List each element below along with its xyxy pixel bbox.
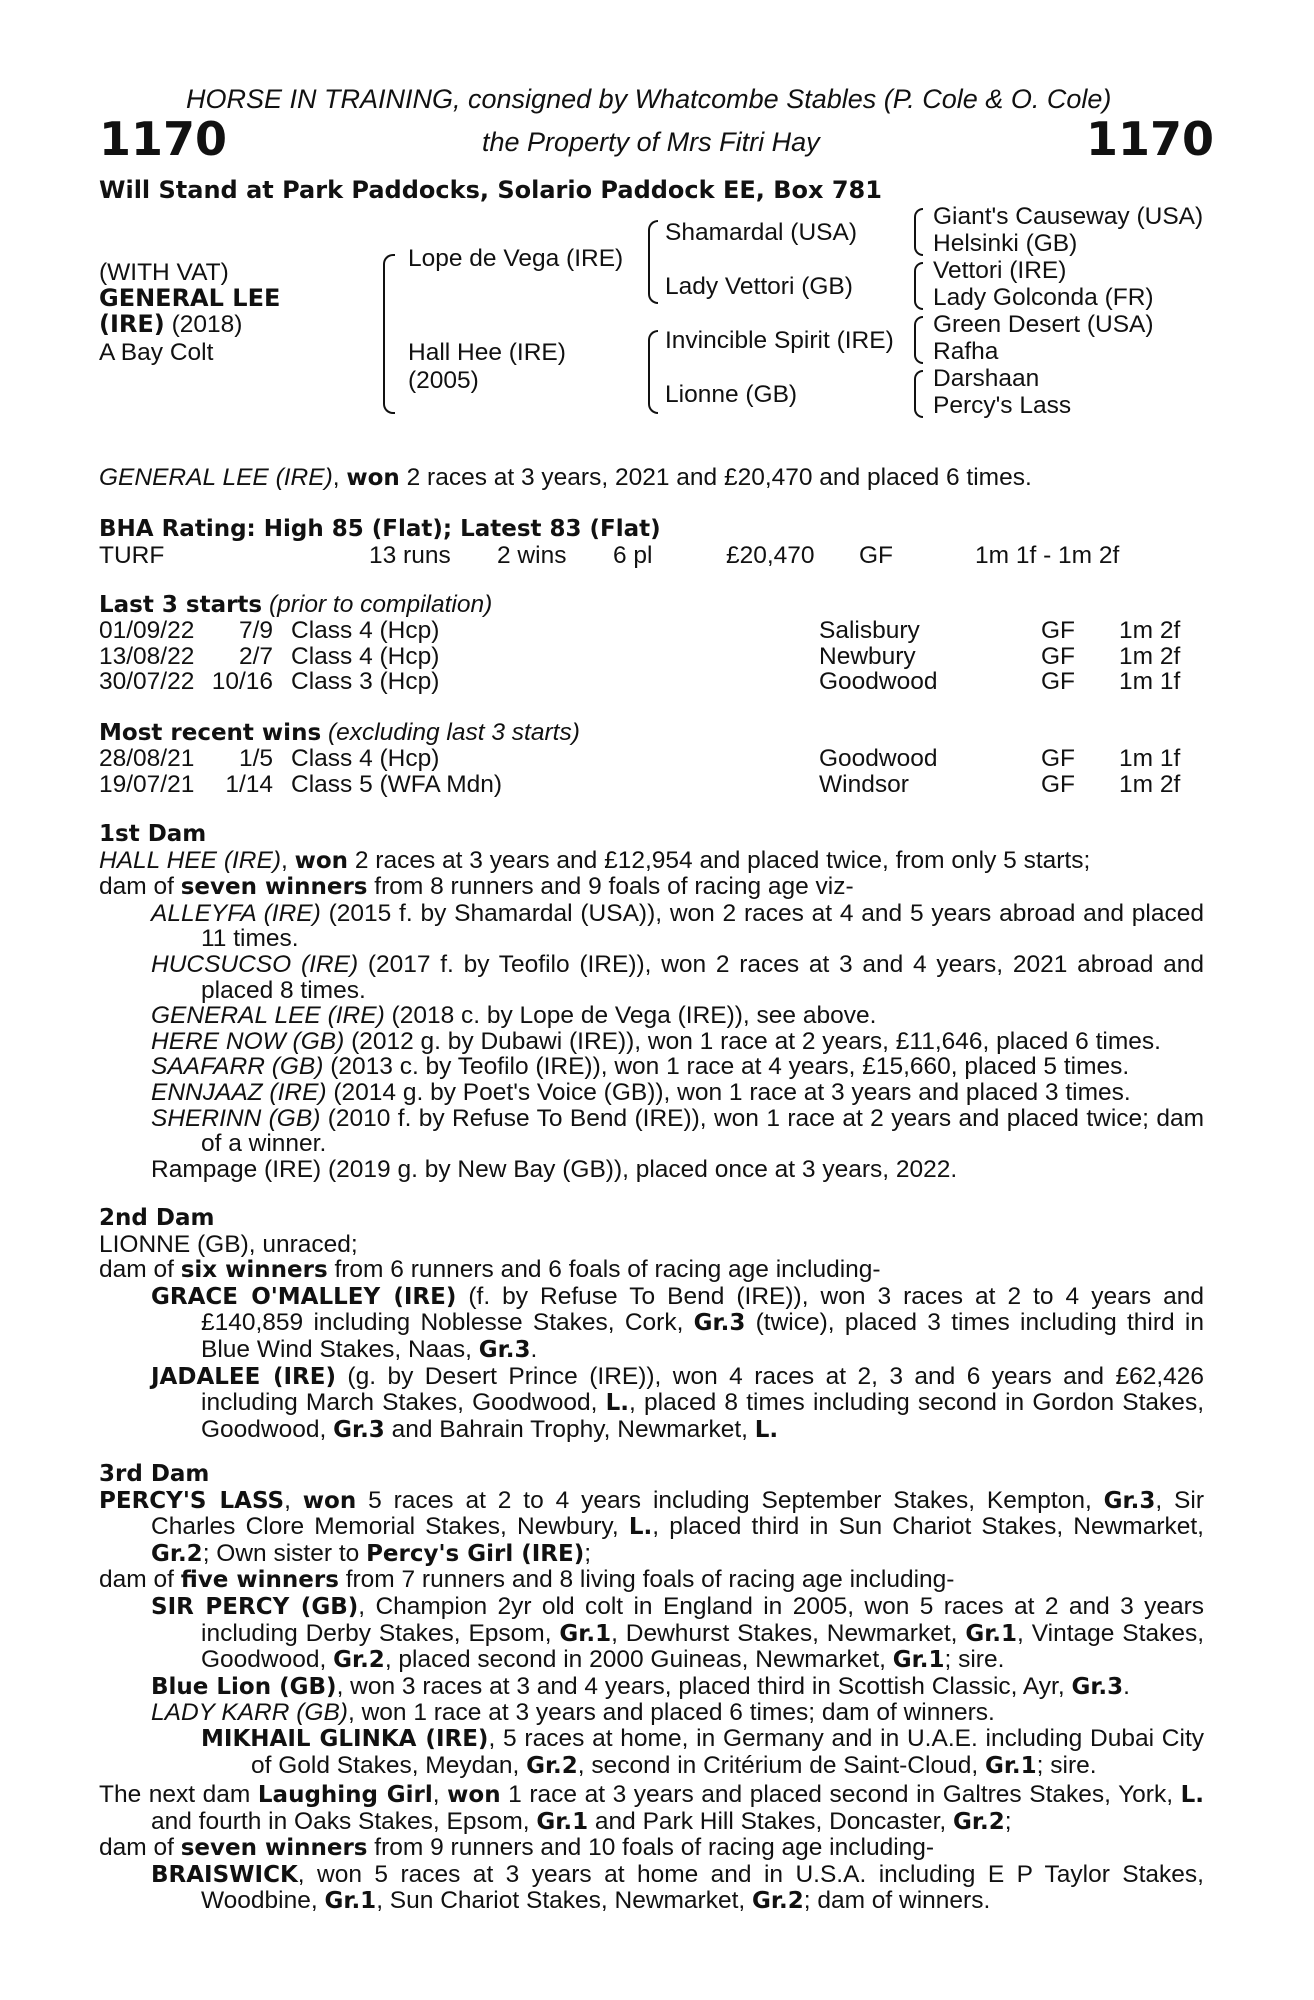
cell-pos: 2/7	[238, 642, 273, 670]
table-row	[99, 668, 1219, 694]
table-row	[99, 643, 1219, 669]
first-dam-heading: 1st Dam	[99, 821, 207, 847]
consignor-line: HORSE IN TRAINING, consigned by Whatcombe Stables (P. Cole & O. Cole)	[186, 84, 1112, 114]
horse-name-suffix: (IRE) (2018)	[99, 310, 243, 338]
pedigree-g1: Giant's Causeway (USA)	[933, 203, 1204, 230]
list-item: SAAFARR (GB) (2013 c. by Teofilo (IRE)), won 1 race at 4 years, £15,660, placed 5 times.	[151, 1053, 1130, 1081]
pedigree-g8: Percy's Lass	[933, 392, 1072, 419]
cell-course: Windsor	[819, 770, 909, 798]
pedigree-g5: Green Desert (USA)	[933, 311, 1154, 338]
property-line: the Property of Mrs Fitri Hay	[482, 127, 820, 157]
cell-going: GF	[1041, 668, 1076, 696]
first-dam-intro: HALL HEE (IRE), won 2 races at 3 years and £12,954 and placed twice, from only 5 starts;	[99, 846, 1091, 874]
list-item: HERE NOW (GB) (2012 g. by Dubawi (IRE)), won 1 race at 2 years, £11,646, placed 6 times.	[151, 1027, 1161, 1055]
list-item: GRACE O'MALLEY (IRE) (f. by Refuse To Bend (IRE)), won 3 races at 2 to 4 years and £140,859 including Noblesse Stakes, Cork, Gr.3 (twice), placed 3 times including third in Blue Wind Stakes, Naas, Gr.3.	[151, 1282, 1205, 1363]
next-dam-produce: dam of seven winners from 9 runners and 10 foals of racing age including-	[99, 1834, 935, 1862]
dam-sire: Invincible Spirit (IRE)	[665, 327, 894, 354]
list-item: LADY KARR (GB), won 1 race at 3 years and placed 6 times; dam of winners.	[151, 1699, 995, 1727]
dam-name: Hall Hee (IRE)	[408, 339, 566, 366]
cell-race: Class 4 (Hcp)	[291, 745, 440, 772]
cell-pos: 7/9	[238, 617, 273, 644]
turf-record: TURF 13 runs 2 wins 6 pl £20,470 GF 1m 1f - 1m 2f	[99, 542, 1120, 569]
cell-pos: 1/14	[225, 770, 273, 798]
list-item: JADALEE (IRE) (g. by Desert Prince (IRE)), won 4 races at 2, 3 and 6 years and £62,426 including March Stakes, Goodwood, L., placed 8 times including second in Gordon Stakes, Goodwood, Gr.3 and Bahrain Trophy, Newmarket, L.	[151, 1362, 1205, 1443]
cell-race: Class 4 (Hcp)	[291, 642, 440, 670]
brace-g2	[914, 262, 923, 310]
brace-g3	[914, 316, 923, 364]
cell-date: 01/09/22	[99, 617, 195, 644]
second-dam-produce: dam of six winners from 6 runners and 6 foals of racing age including-	[99, 1256, 881, 1284]
list-item: GENERAL LEE (IRE) (2018 c. by Lope de Vega (IRE)), see above.	[151, 1002, 877, 1030]
cell-pos: 1/5	[238, 745, 273, 772]
table-row	[99, 617, 1219, 643]
brace-sire	[648, 220, 658, 304]
brace-dam	[648, 330, 658, 414]
stand-line: Will Stand at Park Paddocks, Solario Paddock EE, Box 781	[99, 176, 882, 204]
list-item: HUCSUCSO (IRE) (2017 f. by Teofilo (IRE)), won 2 races at 3 and 4 years, 2021 abroad and placed 8 times.	[151, 950, 1204, 1004]
brace-parents	[383, 254, 395, 414]
sire-name: Lope de Vega (IRE)	[408, 245, 624, 272]
next-dam-section	[99, 1782, 1204, 1915]
sire-sire: Shamardal (USA)	[665, 219, 857, 246]
cell-dist: 1m 1f	[1119, 668, 1181, 696]
pedigree-g4: Lady Golconda (FR)	[933, 284, 1154, 311]
third-dam-heading: 3rd Dam	[99, 1461, 210, 1487]
table-row	[99, 771, 1219, 797]
sire-dam: Lady Vettori (GB)	[665, 273, 853, 300]
next-dam-intro: The next dam Laughing Girl, won 1 race at 3 years and placed second in Galtres Stakes, York, L. and fourth in Oaks Stakes, Epsom, Gr.1 and Park Hill Stakes, Doncaster, Gr.2;	[99, 1781, 1204, 1835]
cell-race: Class 5 (WFA Mdn)	[291, 770, 503, 798]
horse-name: GENERAL LEE	[99, 284, 281, 312]
pedigree-g2: Helsinki (GB)	[933, 230, 1078, 257]
list-item: SIR PERCY (GB), Champion 2yr old colt in England in 2005, won 5 races at 2 and 3 years including Derby Stakes, Epsom, Gr.1, Dewhurst Stakes, Newmarket, Gr.1, Vintage Stakes, Goodwood, Gr.2, placed second in 2000 Guineas, Newmarket, Gr.1; sire.	[151, 1592, 1205, 1674]
cell-date: 30/07/22	[99, 668, 195, 696]
dam-year: (2005)	[408, 367, 479, 394]
brace-g4	[914, 370, 923, 418]
race-summary: GENERAL LEE (IRE), won 2 races at 3 years, 2021 and £20,470 and placed 6 times.	[99, 464, 1032, 491]
cell-course: Goodwood	[819, 745, 938, 772]
pedigree-g7: Darshaan	[933, 365, 1040, 392]
cell-going: GF	[1041, 770, 1076, 798]
first-dam-offspring	[99, 901, 1204, 1183]
list-item: ALLEYFA (IRE) (2015 f. by Shamardal (USA)), won 2 races at 4 and 5 years abroad and placed 11 times.	[151, 899, 1205, 953]
second-dam-intro: LIONNE (GB), unraced;	[99, 1230, 358, 1258]
list-item: SHERINN (GB) (2010 f. by Refuse To Bend (IRE)), won 1 race at 2 years and placed twice; dam of a winner.	[151, 1104, 1204, 1158]
cell-course: Newbury	[819, 642, 916, 670]
lot-number-left: 1170	[99, 112, 228, 166]
cell-course: Goodwood	[819, 668, 938, 696]
first-dam-section	[99, 822, 1204, 1182]
cell-date: 28/08/21	[99, 745, 195, 772]
cell-race: Class 3 (Hcp)	[291, 668, 440, 696]
brace-g1	[914, 208, 923, 256]
cell-date: 19/07/21	[99, 770, 195, 798]
pedigree-g3: Vettori (IRE)	[933, 257, 1067, 284]
list-item: BRAISWICK, won 5 races at 3 years at home and in U.S.A. including E P Taylor Stakes, Woodbine, Gr.1, Sun Chariot Stakes, Newmarket, Gr.2; dam of winners.	[151, 1860, 1204, 1915]
cell-race: Class 4 (Hcp)	[291, 617, 440, 644]
cell-dist: 1m 1f	[1119, 745, 1181, 772]
third-dam-intro: PERCY'S LASS, won 5 races at 2 to 4 years including September Stakes, Kempton, Gr.3, Sir Charles Clore Memorial Stakes, Newbury, L., placed third in Sun Chariot Stakes, Newmarket, Gr.2; Own sister to Percy's Girl (IRE);	[99, 1486, 1204, 1567]
bha-rating: BHA Rating: High 85 (Flat); Latest 83 (Flat)	[99, 516, 661, 542]
last-starts-heading: Last 3 starts (prior to compilation)	[99, 591, 493, 618]
second-dam-section	[99, 1206, 1204, 1443]
first-dam-produce: dam of seven winners from 8 runners and 9 foals of racing age viz-	[99, 873, 854, 901]
cell-going: GF	[1041, 745, 1076, 772]
horse-description: A Bay Colt	[99, 339, 214, 366]
recent-wins-heading: Most recent wins (excluding last 3 starts)	[99, 719, 580, 746]
cell-course: Salisbury	[819, 617, 920, 644]
dam-dam: Lionne (GB)	[665, 381, 798, 408]
third-dam-section	[99, 1462, 1204, 1779]
cell-dist: 1m 2f	[1119, 642, 1181, 670]
pedigree-g6: Rafha	[933, 338, 999, 365]
table-row	[99, 745, 1219, 771]
list-item: Rampage (IRE) (2019 g. by New Bay (GB)), placed once at 3 years, 2022.	[151, 1155, 958, 1183]
cell-dist: 1m 2f	[1119, 770, 1181, 798]
second-dam-heading: 2nd Dam	[99, 1205, 215, 1231]
list-item: ENNJAAZ (IRE) (2014 g. by Poet's Voice (GB)), won 1 race at 3 years and placed 3 times.	[151, 1078, 1131, 1106]
cell-date: 13/08/22	[99, 642, 195, 670]
lot-number-right: 1170	[1086, 112, 1215, 166]
vat-label: (WITH VAT)	[99, 259, 229, 286]
cell-pos: 10/16	[211, 668, 273, 696]
cell-going: GF	[1041, 617, 1076, 644]
list-item: Blue Lion (GB), won 3 races at 3 and 4 years, placed third in Scottish Classic, Ayr, Gr.3.	[151, 1672, 1130, 1700]
grandchild-item: MIKHAIL GLINKA (IRE), 5 races at home, in Germany and in U.A.E. including Dubai City of Gold Stakes, Meydan, Gr.2, second in Critérium de Saint-Cloud, Gr.1; sire.	[201, 1724, 1204, 1779]
cell-going: GF	[1041, 642, 1076, 670]
third-dam-produce: dam of five winners from 7 runners and 8 living foals of racing age including-	[99, 1566, 955, 1594]
cell-dist: 1m 2f	[1119, 617, 1181, 644]
